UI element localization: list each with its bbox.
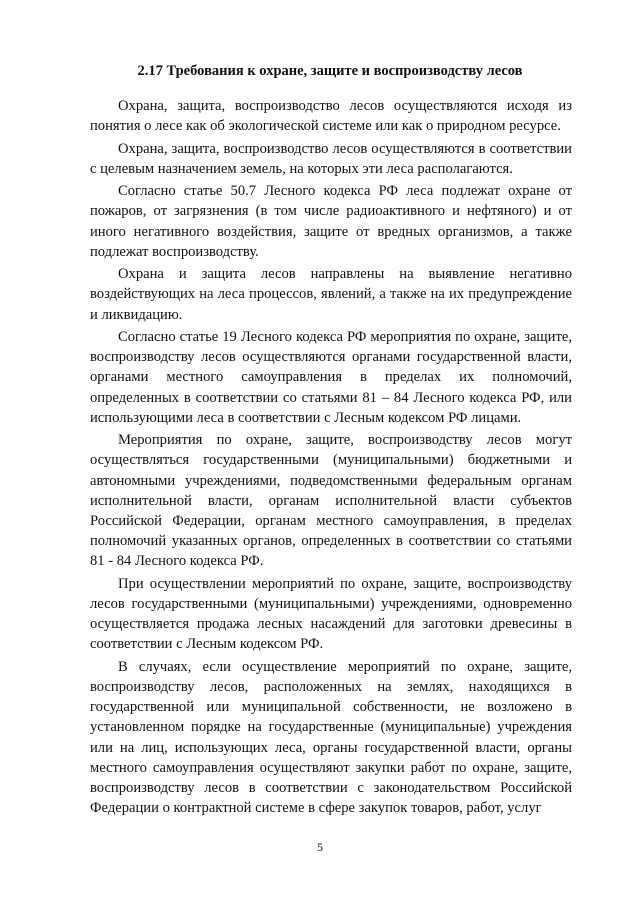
paragraph: Охрана, защита, воспроизводство лесов осуществляются в соответствии с целевым назначением земель, на которых эти леса располагаются. [90,140,572,177]
document-body [90,96,572,821]
paragraph: Согласно статье 50.7 Лесного кодекса РФ леса подлежат охране от пожаров, от загрязнения (в том числе радиоактивного и нефтяного) и от иного негативного воздействия, защите от вредных организмов, а также подлежат воспроизводству. [90,183,572,260]
paragraph: В случаях, если осуществление мероприятий по охране, защите, воспроизводству лесов, расположенных на землях, находящихся в государственной или муниципальной собственности, не возложено в установленном порядке на государственные (муниципальные) учреждения или на лиц, использующих леса, органы государственной власти, органы местного самоуправления осуществляют закупки работ по охране, защите, воспроизводству лесов в соответствии с законодательством Российской Федерации о контрактной системе в сфере закупок товаров, работ, услуг [90,658,572,817]
paragraph: Охрана, защита, воспроизводство лесов осуществляются исходя из понятия о лесе как об экологической системе или как о природном ресурсе. [90,98,572,135]
paragraph: Мероприятия по охране, защите, воспроизводству лесов могут осуществляться государственными (муниципальными) бюджетными и автономными учреждениями, подведомственными федеральным органам исполнительной власти, органам исполнительной власти субъектов Российской Федерации, органам местного самоуправления, в пределах полномочий указанных органов, определенных в соответствии со статьями 81 - 84 Лесного кодекса РФ. [90,432,572,570]
paragraph: Охрана и защита лесов направлены на выявление негативно воздействующих на леса процессов, явлений, а также на их предупреждение и ликвидацию. [90,266,572,323]
section-heading: 2.17 Требования к охране, защите и воспроизводству лесов [137,63,523,79]
paragraph: Согласно статье 19 Лесного кодекса РФ мероприятия по охране, защите, воспроизводству лесов осуществляются органами государственной власти, органами местного самоуправления в пределах их полномочий, определенных в соответствии со статьями 81 – 84 Лесного кодекса РФ, или использующими леса в соответствии с Лесным кодексом РФ лицами. [90,328,572,426]
page-number: 5 [317,840,323,854]
paragraph: При осуществлении мероприятий по охране, защите, воспроизводству лесов государственными (муниципальными) учреждениями, одновременно осуществляется продажа лесных насаждений для заготовки древесины в соответствии с Лесным кодексом РФ. [90,575,572,653]
